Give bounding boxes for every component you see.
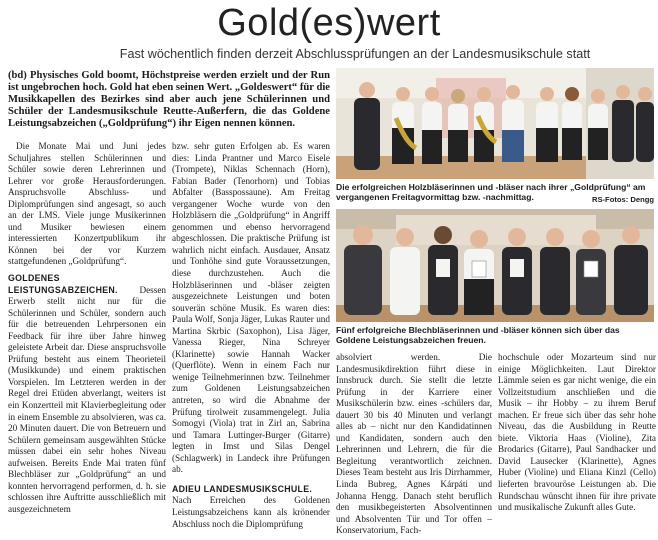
paragraph-text: Dessen Erwerb stellt nicht nur für die Schülerinnen und Schüler, sondern auch für die betreuenden Lehrpersonen ein Feedback für ihre über Jahre hinweg geleistete Arbeit dar. Diese anspruchsvolle Prüfung besteht aus einem Theorieteil (Musikkunde) und einem praktischen Vorspielen. Im Letzteren werden in der Regel drei Etüden abverlangt, weiters ist ein Konzertteil mit Klavierbegleitung oder in einem Ensemble zu absolvieren, was ca. 20 Minuten dauert. Die von Betreuern und Schülern gemeinsam ausgewählten Stücke müssen dabei ein sehr hohes Niveau aufweisen. Bereits Ende Mai traten fünf Blechbläser zur „Goldprüfung“ an und konnten hervorragend performen, d. h. sie schlossen ihre Auftritte ausschließlich mit ausgezeichnetem [8, 284, 166, 514]
headline: Gold(es)wert [217, 2, 441, 44]
subheading: ADIEU LANDESMUSIKSCHULE. [172, 483, 313, 494]
paragraph: Die Monate Mai und Juni jedes Schuljahres stellen Schülerinnen und Schüler sowie deren Lehrerinnen und Lehrer vor große Herausforderungen. Anspruchsvolle Abschluss- und Diplomprüfungen sind angesagt, so auch an der LMS. Viele junge Musikerinnen und Musiker bewiesen einem interessierten Konzertpublikum ihr Können bei der vor Kurzem stattgefundenen „Goldprüfung“. [8, 141, 166, 267]
paragraph [8, 273, 166, 515]
brass-group-illustration [336, 209, 654, 322]
paragraph: Nach Erreichen des Goldenen Leistungsabzeichens kann als krönender Abschluss noch die Diplomprüfung [172, 495, 330, 529]
article-column-4 [498, 352, 656, 514]
paragraph: hochschule oder Mozarteum sind nur einige Möglichkeiten. Laut Direktor Lämmle seien es gar nicht wenige, die ein Vollzeitstudium anschließen und die Musik – ihr Hobby – zu ihrem Beruf machen. Er freue sich über das sehr hohe Niveau, das die Ausbildung in Reutte biete. Viktoria Haas (Violine), Zita Brodarics (Gitarre), Paul Sandhacker und David Lausecker (Klarinette), Agnes Huber (Violine) und Eliana Kinzl (Cello) lieferten bravouröse Leistungen ab. Die Rundschau wünscht ihnen für ihre private und musikalische Zukunft alles Gute. [498, 352, 656, 513]
brass-group-photo [336, 209, 654, 322]
photo-credit: RS-Fotos: Dengg [591, 195, 654, 204]
woodwind-group-photo [336, 68, 654, 179]
paragraph: absolviert werden. Die Landesmusikdirektion führt diese in Innsbruck durch. Sie stellt die letzte Prüfung in der Karriere einer Musikschülerin bzw. eines -schülers dar, dauert 30 bis 40 Minuten und verlangt alles ab – nicht nur den Kandidatinnen und Kandidaten, sondern auch den Lehrerinnen und Lehrern, die für die Begleitung verantwortlich zeichnen. Dieses Team besteht aus Iris Dirrhammer, Linda Bubreg, Agnes Kárpáti und Johanna Hengg. Danach steht beruflich den musikbegeisterten Absolventinnen und Absolventen Tür und Tor offen – Konservatorium, Fach- [336, 352, 492, 536]
woodwind-group-illustration [336, 68, 654, 179]
article-column-1 [8, 141, 166, 516]
article-column-2 [172, 141, 330, 530]
paragraph: bzw. sehr guten Erfolgen ab. Es waren dies: Linda Prantner und Marco Eisele (Trompete), Niklas Schennach (Horn), Fabian Bader (Tenorhorn) und Tobias Abfalter (Basspossaune). Am Freitag vergangener Woche wurde von den Holzbläsern die „Goldprüfung“ in Angriff genommen und ebenso hervorragend abgeschlossen. Die praktische Prüfung ist wahrlich nicht einfach. Ausdauer, Ansatz und Tonhöhe sind gute Voraussetzungen, diese durchzustehen. Auch die Holzbläserinnen und -bläser zeigten ausgezeichnete Leistungen und boten souverän schöne Musik. Es waren dies: Paula Wolf, Sonja Jäger, Lukas Rauter und Martina Skrbic (Saxophon), Lisa Jäger, Vanessa Rieger, Nina Schreyer (Klarinette) sowie Hannah Wacker (Querflöte). Wenn in einem Fach nur wenige Teilnehmerinnen bzw. Teilnehmer zum Goldenen Leistungsabzeichen antreten, so wird die Abnahme der Prüfung tirolweit zusammengelegt. Julia Somogyi (Viola) trat in Zirl an, Sabrina und Tamara Luttinger-Burger (Gitarre) legten in Imst und Silas Dengel (Schlagwerk) in Landeck ihre Prüfungen ab. [172, 141, 330, 475]
photo-caption-brass: Fünf erfolgreiche Blechbläserinnen und -bläser können sich über das Goldene Leistungsabzeichen freuen. [336, 325, 620, 346]
lead-paragraph: (bd) Physisches Gold boomt, Höchstpreise werden erzielt und der Run ist ungebrochen hoch. Gold hat eben seinen Wert. „Goldeswert“ für die Musikkapellen des Bezirkes sind aber auch jene Schülerinnen und Schüler der Landesmusikschule Reutte-Außerfern, die das Goldene Leistungsabzeichen („Goldprüfung“) ihr Eigen nennen können. [8, 70, 330, 129]
article-column-3 [336, 352, 492, 537]
subheadline: Fast wöchentlich finden derzeit Abschlussprüfungen an der Landesmusikschule statt [119, 47, 591, 61]
photo-caption-woodwinds: Die erfolgreichen Holzbläserinnen und -bläser nach ihrer „Goldprüfung“ am vergangenen Freitagvormittag bzw. -nachmittag. [336, 182, 646, 203]
subheading: GOLDENES LEISTUNGSABZEICHEN. [8, 273, 118, 295]
